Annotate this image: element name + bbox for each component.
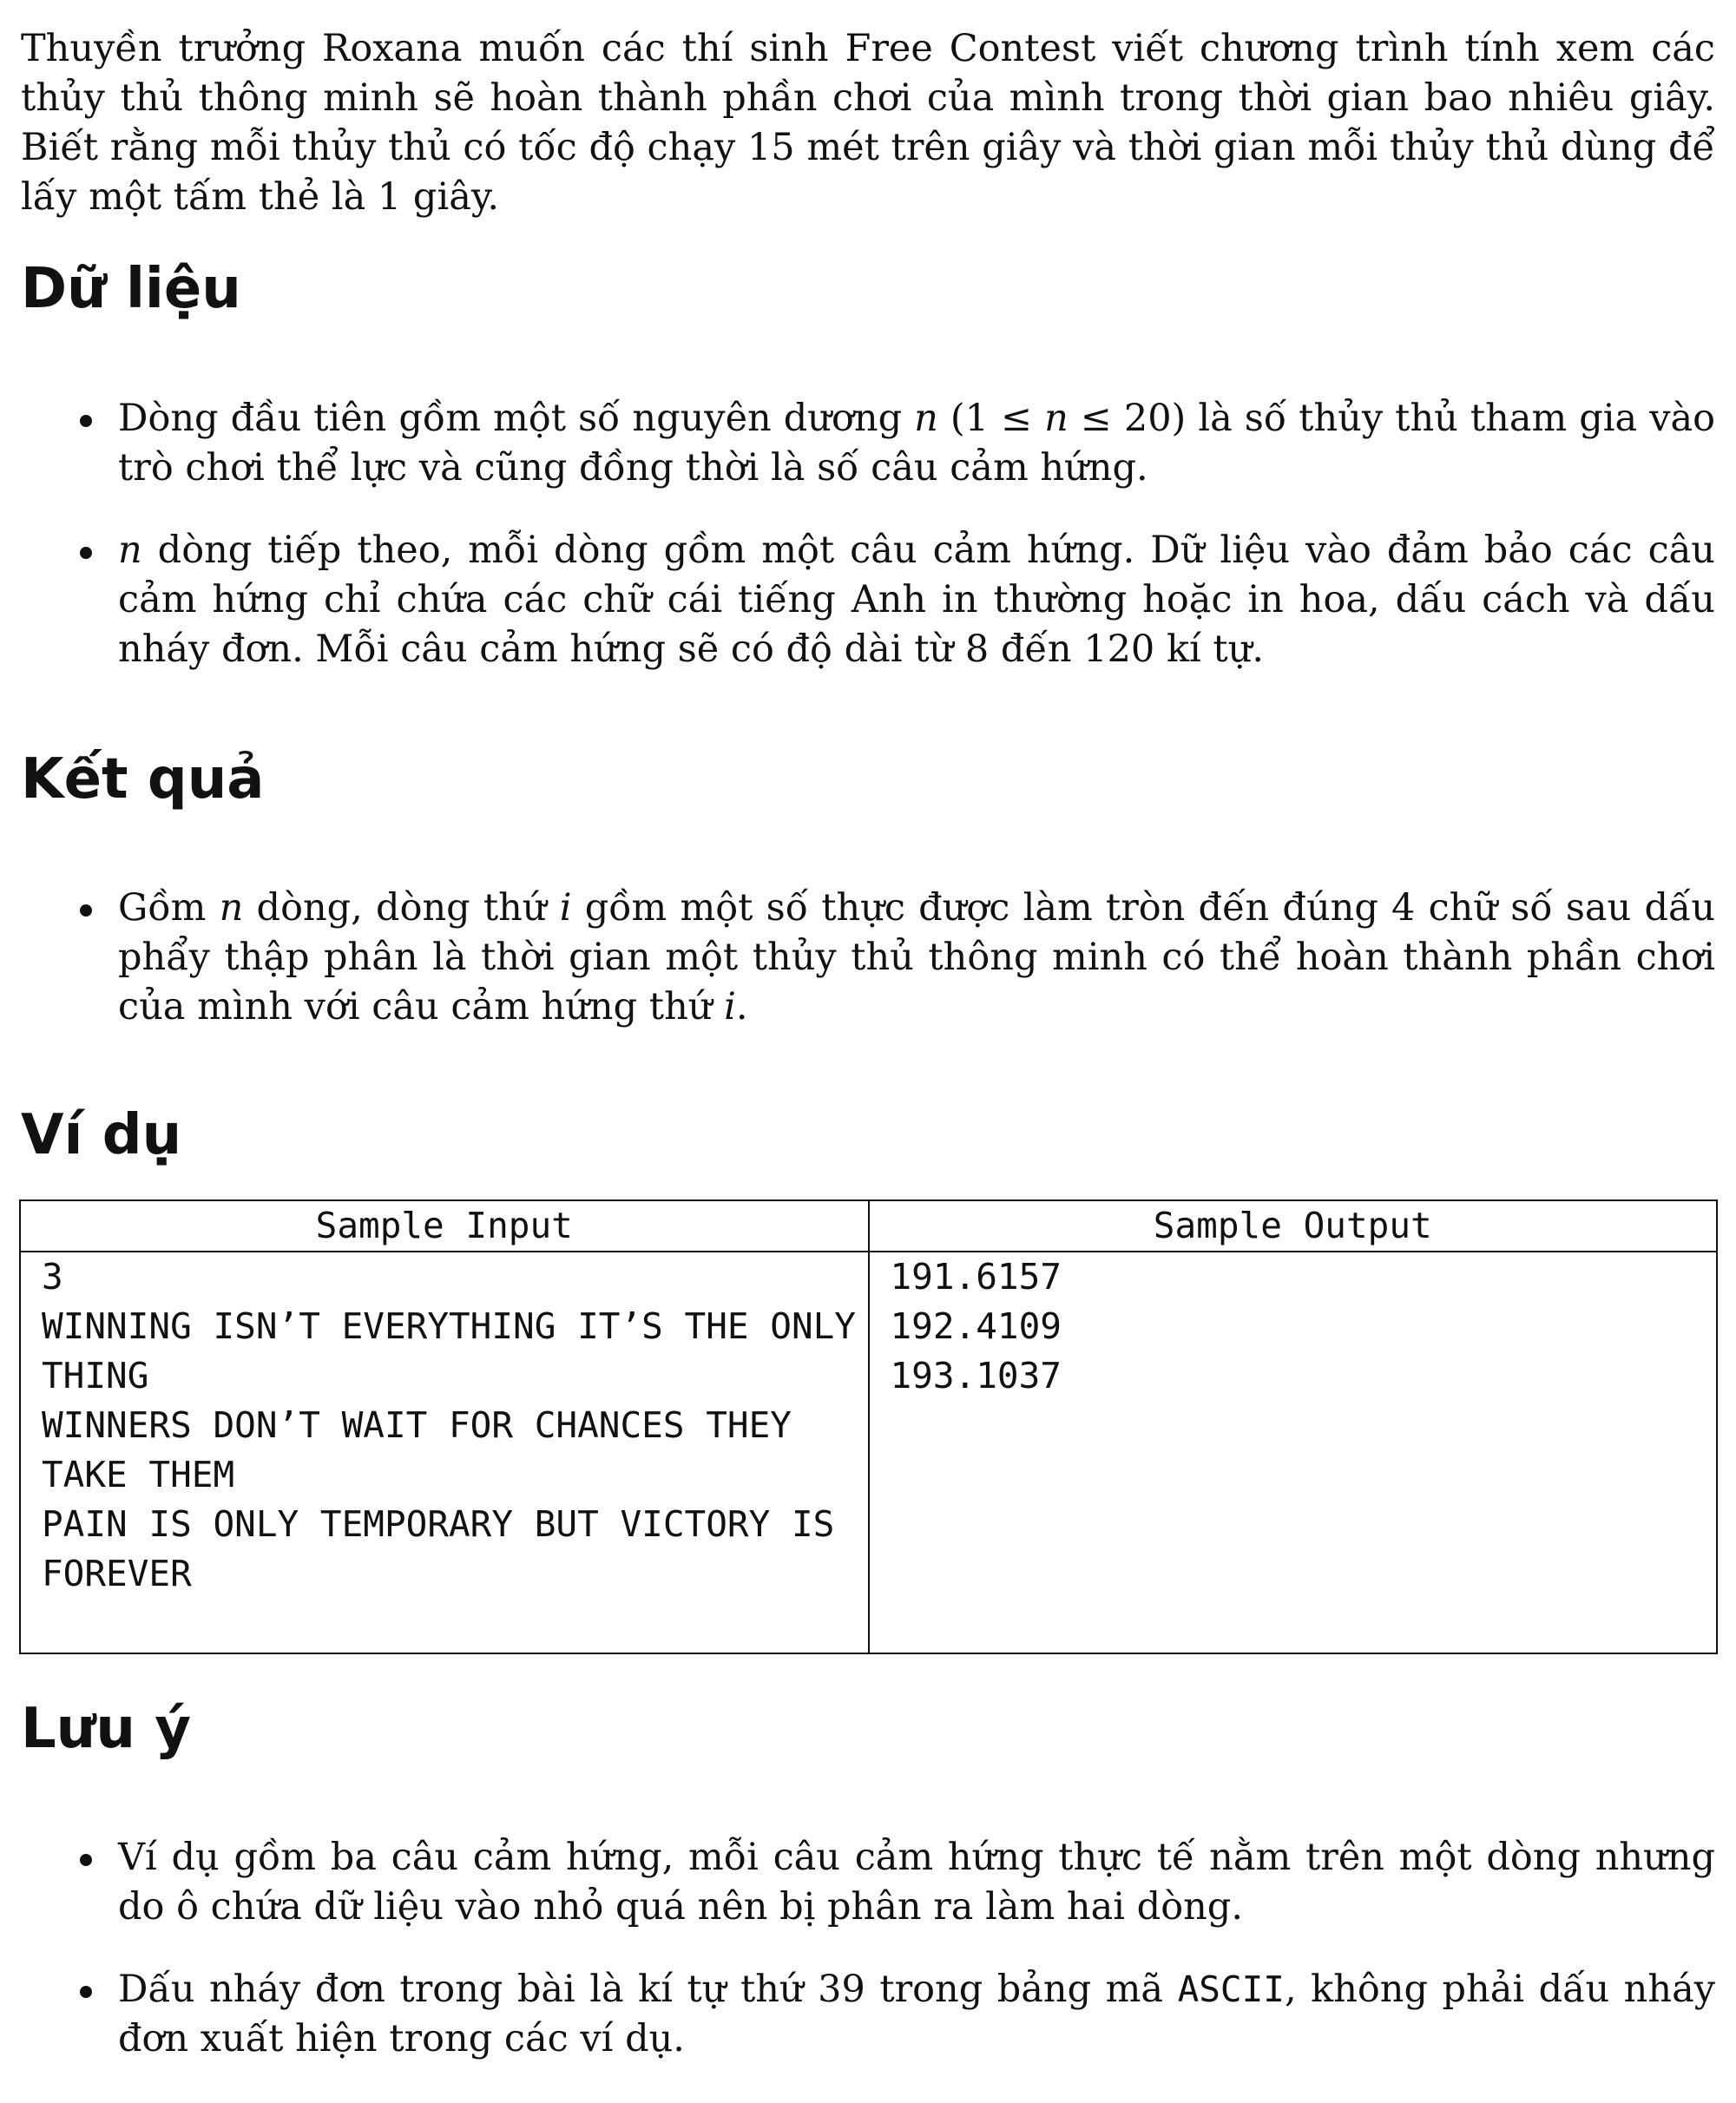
input-item2-text: dòng tiếp theo, mỗi dòng gồm một câu cảm hứng. Dữ liệu vào đảm bảo các câu cảm hứng chỉ chứa các chữ cái tiếng Anh in thường hoặc in hoa, dấu cách và dấu nháy đơn. Mỗi câu cảm hứng sẽ có độ dài từ 8 đến 120 kí tự. [118,529,1715,671]
sample-input-line: PAIN IS ONLY TEMPORARY BUT VICTORY IS [42,1503,835,1545]
output-section-title: Kết quả [21,747,265,812]
var-n: n [914,397,938,440]
var-n: n [118,529,142,572]
var-n: n [1044,397,1069,440]
sample-output-cell [869,1252,1718,1653]
sample-output-line: 191.6157 [890,1256,1062,1298]
sample-input-header: Sample Input [20,1200,869,1252]
var-i: i [559,886,572,930]
notes-item2-text-a: Dấu nháy đơn trong bài là kí tự thứ 39 trong bảng mã [118,1968,1178,2011]
sample-input-cell [20,1252,869,1653]
var-i: i [724,985,736,1028]
bullet-icon [80,1986,92,1998]
input-item-first-line [0,394,1715,493]
ascii-code-label: ASCII [1177,1968,1285,2010]
bullet-icon [80,415,92,427]
sample-input-line: WINNING ISN’T EVERYTHING IT’S THE ONLY [42,1305,856,1347]
sample-table [19,1199,1718,1654]
bullet-icon [80,904,92,917]
sample-output-header: Sample Output [869,1200,1718,1252]
sample-input-line: WINNERS DON’T WAIT FOR CHANCES THEY [42,1404,792,1446]
notes-section-title: Lưu ý [21,1697,191,1761]
output-list [0,884,1715,1032]
bullet-icon [80,1854,92,1866]
sample-input-line: FOREVER [42,1553,192,1594]
output-item-period: . [735,985,748,1028]
output-item-text-c: gồm một số thực được làm tròn đến đúng 4 chữ số sau dấu phẩy thập phân là thời gian một thủy thủ thông minh có thể hoàn thành phần chơi của mình với câu cảm hứng thứ [118,886,1716,1028]
bullet-icon [80,547,92,559]
output-item-text-b: dòng, dòng thứ [243,886,560,930]
example-section-title: Ví dụ [21,1103,182,1167]
notes-item-apostrophe [0,1965,1715,2064]
output-item [0,884,1715,1032]
notes-item-split-lines [0,1833,1715,1932]
input-item1-constraint-a: (1 ≤ [937,397,1045,440]
sample-output-line: 193.1037 [890,1355,1062,1397]
input-item1-text-a: Dòng đầu tiên gồm một số nguyên dương [118,397,915,440]
intro-paragraph: Thuyền trưởng Roxana muốn các thí sinh Free Contest viết chương trình tính xem các thủy thủ thông minh sẽ hoàn thành phần chơi của mình trong thời gian bao nhiêu giây. Biết rằng mỗi thủy thủ có tốc độ chạy 15 mét trên giây và thời gian mỗi thủy thủ dùng để lấy một tấm thẻ là 1 giây. [21,27,1715,219]
notes-item2-text-b: , không phải dấu nháy đơn xuất hiện trong các ví dụ. [118,1968,1715,2060]
sample-output-line: 192.4109 [890,1305,1062,1347]
input-item1-constraint-b: ≤ 20) [1068,397,1187,440]
notes-list [0,1833,1715,2064]
input-item-following-lines [0,526,1715,674]
input-item1-text-b: là số thủy thủ tham gia vào trò chơi thể lực và cũng đồng thời là số câu cảm hứng. [118,397,1716,490]
input-section-title: Dữ liệu [21,257,241,321]
input-list [0,394,1715,674]
sample-input-line: TAKE THEM [42,1454,235,1495]
output-item-text-a: Gồm [118,886,220,930]
notes-item1-text: Ví dụ gồm ba câu cảm hứng, mỗi câu cảm hứng thực tế nằm trên một dòng nhưng do ô chứa dữ liệu vào nhỏ quá nên bị phân ra làm hai dòng. [118,1836,1715,1929]
var-n: n [219,886,244,930]
sample-input-line: 3 [42,1256,63,1298]
sample-input-line: THING [42,1355,149,1397]
